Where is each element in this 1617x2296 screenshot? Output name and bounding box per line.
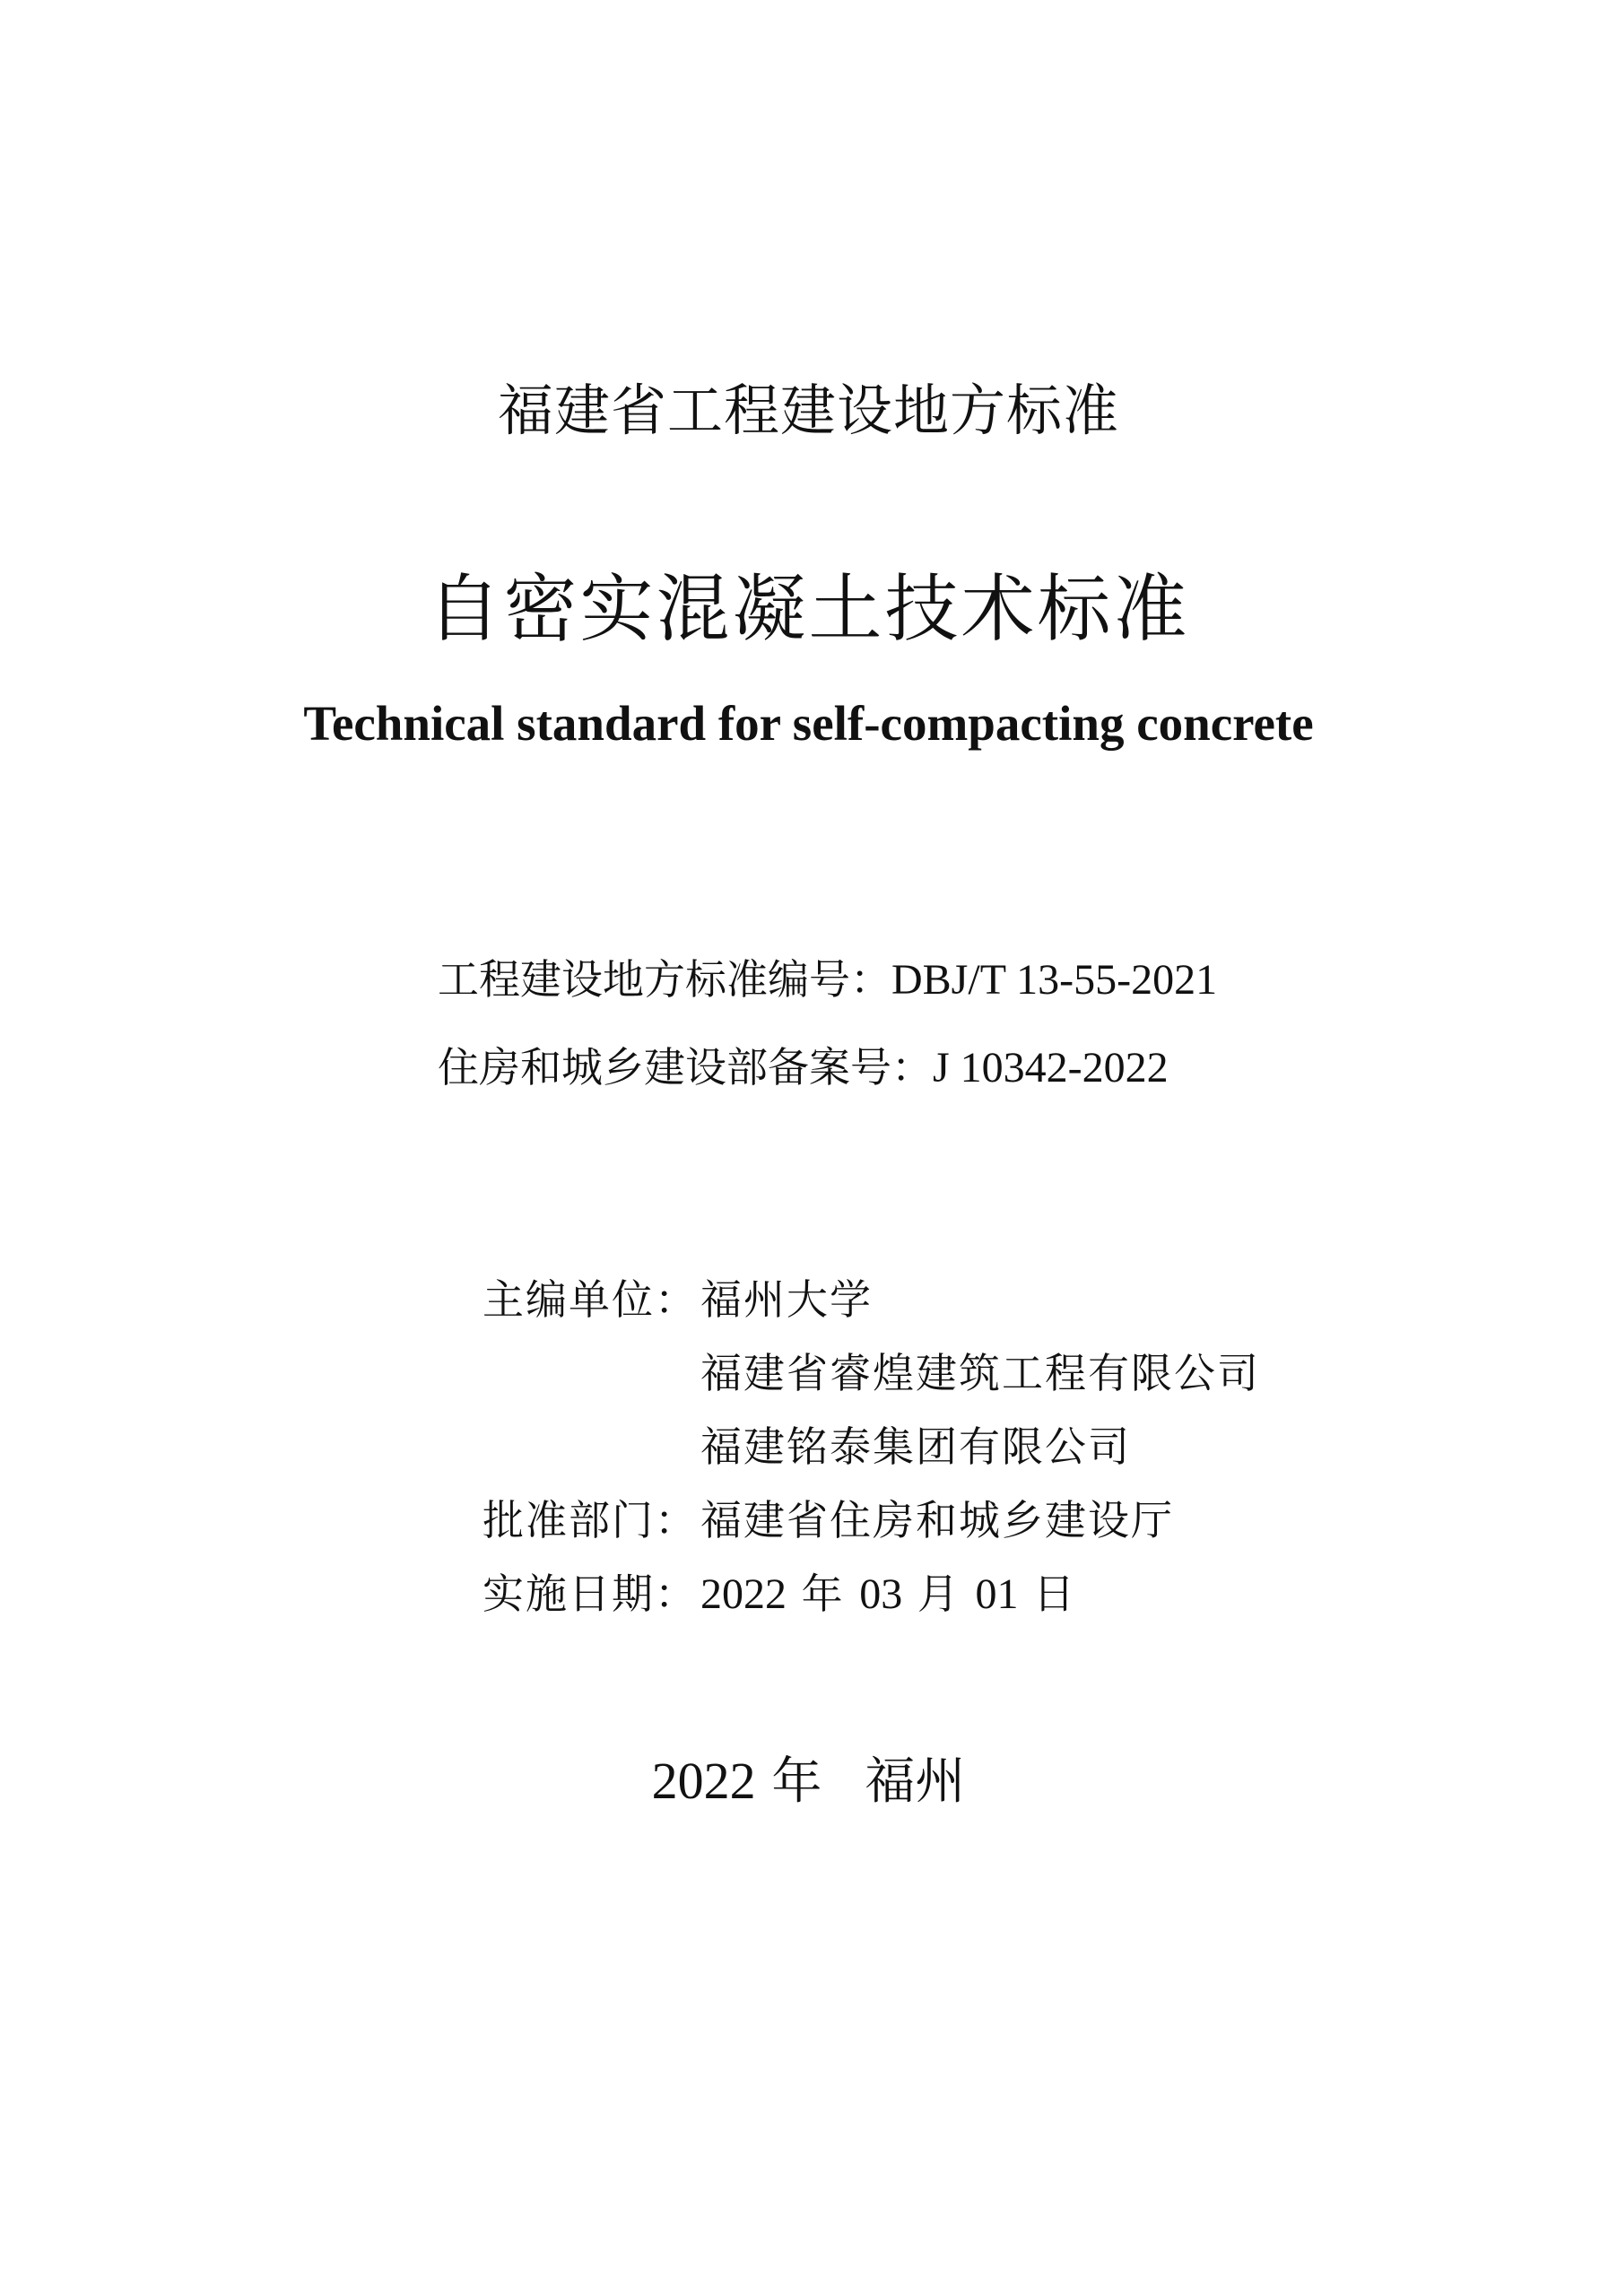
chief-editor-label: 主编单位： — [482, 1275, 698, 1324]
standard-code-label: 工程建设地方标准编号： — [438, 955, 891, 1004]
filing-number-label: 住房和城乡建设部备案号： — [438, 1043, 933, 1091]
chief-editor-row — [482, 1410, 1260, 1483]
series-title: 福建省工程建设地方标准 — [497, 378, 1119, 443]
standard-code-line — [438, 952, 1217, 1007]
effective-date-value — [700, 1557, 1076, 1631]
chief-editor-2: 福建省睿煌建筑工程有限公司 — [700, 1349, 1260, 1397]
approval-label: 批准部门： — [482, 1496, 698, 1544]
footer-city: 福州 — [865, 1752, 966, 1811]
approval-dept: 福建省住房和城乡建设厅 — [700, 1496, 1174, 1544]
publication-info — [482, 1263, 1260, 1631]
standard-code-value: DBJ/T 13-55-2021 — [891, 956, 1218, 1004]
footer-year: 2022 — [651, 1752, 756, 1810]
document-title-english: Technical standard for self-compacting concrete — [303, 696, 1314, 751]
footer-year-city — [0, 1749, 1617, 1814]
footer-year-unit: 年 — [771, 1752, 822, 1811]
chief-editor-3: 福建铭泰集团有限公司 — [700, 1422, 1131, 1471]
effective-month-unit: 月 — [917, 1570, 961, 1618]
filing-number-line — [438, 1040, 1169, 1095]
approval-row — [482, 1483, 1260, 1557]
effective-year: 2022 — [700, 1570, 787, 1618]
effective-date-row — [482, 1557, 1260, 1631]
effective-month: 03 — [859, 1570, 903, 1618]
effective-year-unit: 年 — [801, 1570, 845, 1618]
effective-day-unit: 日 — [1033, 1570, 1077, 1618]
effective-day: 01 — [975, 1570, 1019, 1618]
chief-editor-row — [482, 1263, 1260, 1336]
chief-editor-1: 福州大学 — [700, 1275, 873, 1324]
document-title-chinese: 自密实混凝土技术标准 — [427, 567, 1190, 652]
effective-date-label: 实施日期： — [482, 1570, 698, 1618]
chief-editor-row — [482, 1336, 1260, 1410]
filing-number-value: J 10342-2022 — [933, 1044, 1169, 1091]
